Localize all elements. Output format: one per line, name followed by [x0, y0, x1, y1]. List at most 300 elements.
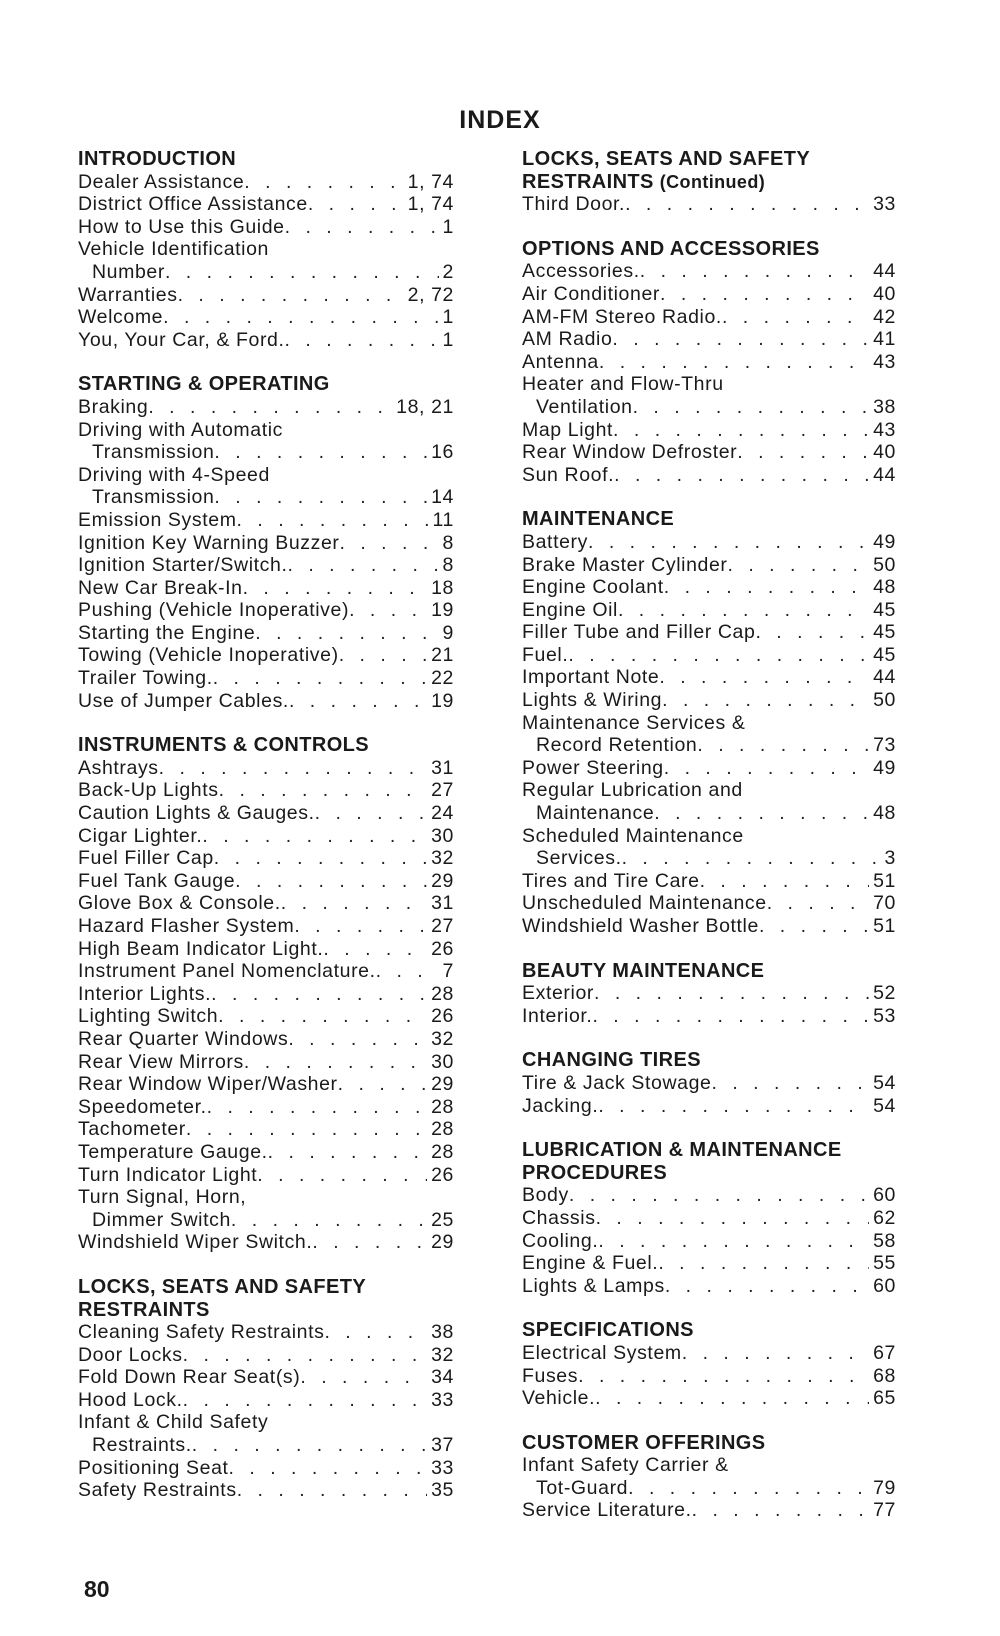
- index-section: [522, 148, 896, 216]
- entry-label: Body: [522, 1184, 569, 1207]
- dot-leader: [289, 690, 427, 713]
- entry-label-line1: Driving with Automatic: [78, 418, 284, 441]
- entry-label-line1: Heater and Flow-Thru: [522, 373, 724, 396]
- index-entry: [78, 554, 454, 577]
- dot-leader: [237, 509, 429, 532]
- dot-leader: [594, 982, 869, 1005]
- dot-leader: [578, 1365, 869, 1388]
- entry-page-ref: 11: [432, 508, 454, 531]
- dot-leader: [255, 622, 438, 645]
- entry-page-ref: 33: [873, 193, 896, 216]
- entry-label: Door Locks: [78, 1343, 183, 1366]
- entry-label: Back-Up Lights: [78, 779, 219, 802]
- entry-page-ref: 28: [431, 982, 454, 1005]
- index-entry: [78, 983, 454, 1006]
- index-entry: [522, 1365, 896, 1388]
- entry-page-ref: 8: [442, 531, 454, 554]
- entry-label: Braking: [78, 395, 149, 418]
- entry-page-ref: 32: [431, 1343, 454, 1366]
- dot-leader: [300, 1366, 427, 1389]
- index-entry: [522, 599, 896, 622]
- entry-label-line1: Infant & Child Safety: [78, 1411, 269, 1434]
- entry-page-ref: 40: [873, 282, 896, 305]
- index-entry: [78, 938, 454, 961]
- entry-label: Temperature Gauge.: [78, 1140, 268, 1163]
- index-section: [522, 1319, 896, 1409]
- entry-page-ref: 27: [431, 915, 454, 937]
- index-entry: [522, 915, 896, 938]
- dot-leader: [598, 1230, 869, 1253]
- dot-leader: [268, 1141, 427, 1164]
- index-entry: [78, 486, 454, 509]
- section-heading: INSTRUMENTS & CONTROLS: [78, 734, 370, 757]
- dot-leader: [323, 938, 427, 961]
- dot-leader: [599, 351, 869, 374]
- entry-page-ref: 45: [873, 598, 896, 621]
- entry-label: Electrical System: [522, 1341, 682, 1364]
- entry-label: Transmission: [92, 441, 215, 464]
- entry-label: AM Radio: [522, 328, 613, 351]
- entry-label: Positioning Seat: [78, 1456, 229, 1479]
- index-entry: [522, 621, 896, 644]
- entry-page-ref: 7: [442, 960, 454, 983]
- dot-leader: [178, 284, 404, 307]
- dot-leader: [285, 329, 439, 352]
- index-entry: [78, 1005, 454, 1028]
- entry-page-ref: 65: [873, 1387, 896, 1410]
- entry-label: Lighting Switch: [78, 1005, 219, 1028]
- entry-page-ref: 70: [873, 892, 896, 915]
- dot-leader: [237, 1479, 427, 1502]
- entry-label: Hazard Flasher System: [78, 915, 295, 937]
- entry-label: Important Note: [522, 666, 660, 689]
- entry-page-ref: 38: [873, 395, 896, 418]
- entry-page-ref: 30: [431, 824, 454, 847]
- right-column: [522, 148, 896, 1544]
- entry-page-ref: 60: [873, 1274, 896, 1297]
- dot-leader: [288, 554, 439, 577]
- entry-page-ref: 25: [431, 1208, 454, 1231]
- index-entry: [522, 1342, 896, 1365]
- entry-page-ref: 30: [431, 1050, 454, 1073]
- section-heading: SPECIFICATIONS: [522, 1319, 694, 1342]
- entry-label: Hood Lock.: [78, 1388, 183, 1411]
- index-entry: [78, 193, 454, 216]
- entry-page-ref: 50: [873, 689, 896, 712]
- dot-leader: [628, 1477, 869, 1500]
- dot-leader: [257, 1164, 427, 1187]
- entry-page-ref: 29: [431, 1073, 454, 1096]
- entry-page-ref: 22: [431, 667, 454, 690]
- entry-page-ref: 68: [873, 1364, 896, 1387]
- entry-page-ref: 44: [873, 463, 896, 486]
- index-entry: [78, 1141, 454, 1164]
- entry-label: Cleaning Safety Restraints: [78, 1321, 325, 1344]
- entry-label: Service Literature.: [522, 1499, 692, 1522]
- dot-leader: [148, 396, 392, 419]
- index-entry: [78, 690, 454, 713]
- index-entry: [522, 441, 896, 464]
- index-entry: [78, 1366, 454, 1389]
- entry-label: Trailer Towing.: [78, 667, 213, 690]
- index-section: [78, 148, 454, 351]
- dot-leader: [700, 870, 870, 893]
- entry-label: Warranties: [78, 283, 178, 306]
- entry-label: Interior Lights.: [78, 982, 212, 1005]
- entry-page-ref: 45: [873, 643, 896, 666]
- index-entry: [522, 892, 896, 915]
- entry-page-ref: 21: [431, 644, 454, 667]
- entry-label: Record Retention: [536, 734, 698, 757]
- index-entry: [78, 509, 454, 532]
- index-entry: [522, 1095, 896, 1118]
- entry-page-ref: 32: [431, 847, 454, 870]
- section-heading: INTRODUCTION: [78, 148, 237, 170]
- index-entry: [78, 802, 454, 825]
- entry-page-ref: 33: [431, 1388, 454, 1411]
- entry-label: Turn Indicator Light: [78, 1163, 258, 1186]
- dot-leader: [759, 915, 869, 938]
- dot-leader: [660, 283, 869, 306]
- entry-page-ref: 40: [873, 441, 896, 464]
- section-heading: LUBRICATION & MAINTENANCE: [522, 1139, 842, 1162]
- index-entry: [522, 847, 896, 870]
- dot-leader: [588, 531, 869, 554]
- entry-page-ref: 18, 21: [396, 395, 454, 418]
- dot-leader: [315, 802, 427, 825]
- entry-label-line1: Infant Safety Carrier &: [522, 1454, 729, 1477]
- index-section: [522, 238, 896, 487]
- entry-label: Safety Restraints: [78, 1479, 237, 1502]
- entry-label: Ignition Starter/Switch.: [78, 554, 288, 577]
- index-entry: [522, 1499, 896, 1522]
- index-section: [522, 960, 896, 1028]
- index-entry: [78, 960, 454, 983]
- entry-page-ref: 28: [431, 1140, 454, 1163]
- index-section: [78, 1276, 454, 1502]
- entry-page-ref: 79: [873, 1476, 896, 1499]
- dot-leader: [722, 306, 869, 329]
- dot-leader: [219, 779, 427, 802]
- page-number: 80: [84, 1576, 110, 1602]
- dot-leader: [281, 892, 427, 915]
- continued-note: (Continued): [659, 171, 766, 192]
- entry-label: Rear Window Wiper/Washer: [78, 1073, 338, 1096]
- section-heading: LOCKS, SEATS AND SAFETY: [522, 148, 811, 170]
- dot-leader: [613, 419, 869, 442]
- entry-label: Restraints.: [92, 1434, 192, 1457]
- dot-leader: [244, 171, 403, 194]
- dot-leader: [192, 1434, 427, 1457]
- index-entry: [78, 915, 454, 938]
- entry-label: How to Use this Guide: [78, 215, 285, 238]
- entry-label: Dealer Assistance: [78, 170, 245, 193]
- index-entry: [78, 599, 454, 622]
- entry-page-ref: 42: [873, 305, 896, 328]
- entry-page-ref: 67: [873, 1341, 896, 1364]
- entry-page-ref: 55: [873, 1252, 896, 1275]
- entry-page-ref: 8: [442, 554, 454, 577]
- entry-page-ref: 62: [873, 1206, 896, 1229]
- dot-leader: [682, 1342, 869, 1365]
- dot-leader: [288, 1028, 427, 1051]
- dot-leader: [595, 1387, 869, 1410]
- index-section: [522, 1432, 896, 1522]
- entry-label: Tot-Guard: [536, 1476, 629, 1499]
- entry-page-ref: 48: [873, 576, 896, 599]
- entry-label: Towing (Vehicle Inoperative): [78, 644, 339, 667]
- index-section: [78, 734, 454, 1254]
- index-entry: [522, 1072, 896, 1095]
- section-heading: CHANGING TIRES: [522, 1049, 701, 1072]
- entry-label: Glove Box & Console.: [78, 892, 281, 915]
- entry-label: Antenna: [522, 350, 599, 373]
- section-heading-text: RESTRAINTS: [78, 1298, 210, 1321]
- index-entry: [78, 847, 454, 870]
- index-entry: [522, 666, 896, 689]
- index-entry: [78, 1457, 454, 1480]
- entry-page-ref: 19: [431, 599, 454, 622]
- index-entry: [522, 870, 896, 893]
- index-entry: [78, 1389, 454, 1412]
- entry-page-ref: 29: [431, 1231, 454, 1254]
- index-entry: [78, 1096, 454, 1119]
- entry-label-line1: Scheduled Maintenance: [522, 824, 744, 847]
- entry-label: Lights & Wiring: [522, 689, 663, 712]
- entry-label: Engine Coolant: [522, 576, 664, 599]
- dot-leader: [612, 328, 869, 351]
- entry-label: Windshield Washer Bottle: [522, 915, 759, 937]
- index-section: [522, 508, 896, 937]
- entry-label: Caution Lights & Gauges.: [78, 802, 315, 825]
- entry-label: Maintenance: [536, 802, 655, 825]
- entry-label: Lights & Lamps: [522, 1274, 665, 1297]
- index-entry: [522, 531, 896, 554]
- dot-leader: [229, 1457, 428, 1480]
- entry-label: Exterior: [522, 982, 594, 1005]
- entry-page-ref: 43: [873, 418, 896, 441]
- index-entry: [522, 554, 896, 577]
- entry-label: Emission System: [78, 508, 237, 531]
- left-column: [78, 148, 454, 1524]
- index-entry: [522, 1387, 896, 1410]
- entry-page-ref: 26: [431, 1163, 454, 1186]
- entry-label: Welcome: [78, 306, 164, 329]
- entry-page-ref: 49: [873, 530, 896, 553]
- entry-label: New Car Break-In: [78, 576, 243, 599]
- entry-page-ref: 44: [873, 666, 896, 689]
- entry-page-ref: 31: [431, 756, 454, 779]
- dot-leader: [159, 757, 427, 780]
- index-entry: [78, 1344, 454, 1367]
- dot-leader: [214, 847, 427, 870]
- entry-page-ref: 26: [431, 1005, 454, 1028]
- index-entry: [78, 622, 454, 645]
- index-entry: [78, 171, 454, 194]
- entry-label: Accessories.: [522, 260, 640, 283]
- index-entry: [522, 1477, 896, 1500]
- dot-leader: [614, 464, 869, 487]
- dot-leader: [625, 193, 869, 216]
- entry-label: Jacking.: [522, 1094, 599, 1117]
- index-entry: [522, 351, 896, 374]
- index-entry: [78, 1231, 454, 1254]
- entry-page-ref: 48: [873, 802, 896, 825]
- entry-label: Fuel.: [522, 643, 569, 666]
- dot-leader: [235, 870, 427, 893]
- entry-label: Ignition Key Warning Buzzer: [78, 531, 340, 554]
- index-entry: [522, 734, 896, 757]
- entry-label: Tachometer: [78, 1118, 186, 1141]
- entry-page-ref: 41: [873, 328, 896, 351]
- index-entry: [78, 396, 454, 419]
- index-entry: [78, 892, 454, 915]
- entry-page-ref: 51: [873, 915, 896, 937]
- entry-page-ref: 54: [873, 1094, 896, 1117]
- dot-leader: [596, 1207, 870, 1230]
- section-heading: LOCKS, SEATS AND SAFETY: [78, 1275, 367, 1298]
- entry-page-ref: 34: [431, 1366, 454, 1389]
- entry-page-ref: 2, 72: [407, 283, 454, 306]
- entry-label: Windshield Wiper Switch.: [78, 1231, 313, 1254]
- index-entry: [78, 667, 454, 690]
- index-entry: [522, 1207, 896, 1230]
- index-entry: [522, 464, 896, 487]
- index-entry: [78, 825, 454, 848]
- entry-label: Instrument Panel Nomenclature.: [78, 960, 376, 983]
- dot-leader: [312, 1231, 427, 1254]
- index-entry: [522, 802, 896, 825]
- index-entry: [522, 757, 896, 780]
- entry-page-ref: 1: [442, 328, 454, 351]
- entry-label: Engine & Fuel.: [522, 1252, 659, 1275]
- section-heading: CUSTOMER OFFERINGS: [522, 1431, 766, 1454]
- index-entry: [78, 306, 454, 329]
- dot-leader: [665, 1275, 869, 1298]
- entry-label: Fuses: [522, 1364, 579, 1387]
- dot-leader: [568, 644, 869, 667]
- dot-leader: [737, 441, 869, 464]
- dot-leader: [339, 644, 427, 667]
- section-heading: BEAUTY MAINTENANCE: [522, 959, 765, 982]
- entry-label-line1: Maintenance Services &: [522, 711, 746, 734]
- section-heading-text: RESTRAINTS: [522, 170, 654, 193]
- dot-leader: [244, 1051, 427, 1074]
- entry-label: Cooling.: [522, 1229, 599, 1252]
- dot-leader: [569, 1184, 869, 1207]
- entry-page-ref: 32: [431, 1027, 454, 1050]
- entry-label: Power Steering: [522, 756, 664, 779]
- index-entry: [78, 1321, 454, 1344]
- index-entry: [78, 757, 454, 780]
- dot-leader: [183, 1344, 427, 1367]
- index-entry: [522, 1005, 896, 1028]
- index-entry: [78, 870, 454, 893]
- entry-page-ref: 1: [442, 306, 454, 329]
- entry-label-line1: Vehicle Identification: [78, 238, 269, 261]
- page-title: INDEX: [459, 106, 541, 134]
- entry-page-ref: 1, 74: [407, 170, 454, 193]
- index-entry: [78, 1434, 454, 1457]
- dot-leader: [231, 1209, 427, 1232]
- index-entry: [522, 193, 896, 216]
- dot-leader: [664, 576, 869, 599]
- index-entry: [78, 216, 454, 239]
- index-section: [78, 373, 454, 712]
- dot-leader: [640, 260, 869, 283]
- index-entry: [78, 1479, 454, 1502]
- dot-leader: [324, 1321, 427, 1344]
- section-heading: MAINTENANCE: [522, 508, 675, 531]
- entry-page-ref: 33: [431, 1456, 454, 1479]
- entry-page-ref: 50: [873, 553, 896, 576]
- index-entry: [522, 644, 896, 667]
- entry-label: Chassis: [522, 1206, 596, 1229]
- index-entry: [522, 396, 896, 419]
- entry-label: Air Conditioner: [522, 282, 660, 305]
- entry-label: Ventilation: [536, 395, 633, 418]
- entry-label: Fold Down Rear Seat(s): [78, 1366, 301, 1389]
- dot-leader: [202, 825, 427, 848]
- entry-page-ref: 38: [431, 1321, 454, 1344]
- entry-label: District Office Assistance: [78, 193, 308, 216]
- section-heading-text: PROCEDURES: [522, 1161, 668, 1184]
- index-entry: [522, 419, 896, 442]
- entry-page-ref: 27: [431, 779, 454, 802]
- dot-leader: [211, 983, 427, 1006]
- index-entry: [78, 644, 454, 667]
- index-entry: [78, 1073, 454, 1096]
- index-entry: [522, 982, 896, 1005]
- index-entry: [522, 576, 896, 599]
- section-heading: OPTIONS AND ACCESSORIES: [522, 237, 820, 260]
- dot-leader: [165, 261, 439, 284]
- entry-label: Ashtrays: [78, 756, 159, 779]
- dot-leader: [654, 802, 869, 825]
- entry-label: Sun Roof.: [522, 463, 615, 486]
- entry-page-ref: 3: [884, 847, 896, 870]
- dot-leader: [218, 1005, 427, 1028]
- entry-label: Tires and Tire Care: [522, 869, 700, 892]
- entry-label: Starting the Engine: [78, 621, 256, 644]
- entry-page-ref: 35: [431, 1479, 454, 1502]
- dot-leader: [163, 306, 438, 329]
- index-entry: [78, 441, 454, 464]
- entry-page-ref: 16: [431, 441, 454, 464]
- entry-label: Filler Tube and Filler Cap: [522, 621, 756, 644]
- entry-label: Engine Oil: [522, 598, 618, 621]
- entry-page-ref: 18: [431, 576, 454, 599]
- dot-leader: [214, 441, 427, 464]
- entry-page-ref: 1, 74: [407, 193, 454, 216]
- entry-label: Fuel Tank Gauge: [78, 869, 236, 892]
- index-entry: [78, 329, 454, 352]
- entry-page-ref: 51: [873, 869, 896, 892]
- entry-label: AM-FM Stereo Radio.: [522, 305, 722, 328]
- index-entry: [78, 1164, 454, 1187]
- entry-page-ref: 28: [431, 1118, 454, 1141]
- index-entry: [78, 261, 454, 284]
- dot-leader: [728, 554, 870, 577]
- dot-leader: [338, 1073, 427, 1096]
- entry-page-ref: 43: [873, 350, 896, 373]
- entry-label: Services.: [536, 847, 622, 870]
- index-entry: [78, 532, 454, 555]
- dot-leader: [658, 1252, 869, 1275]
- entry-page-ref: 77: [873, 1499, 896, 1522]
- entry-page-ref: 29: [431, 869, 454, 892]
- entry-label: Number: [92, 260, 165, 283]
